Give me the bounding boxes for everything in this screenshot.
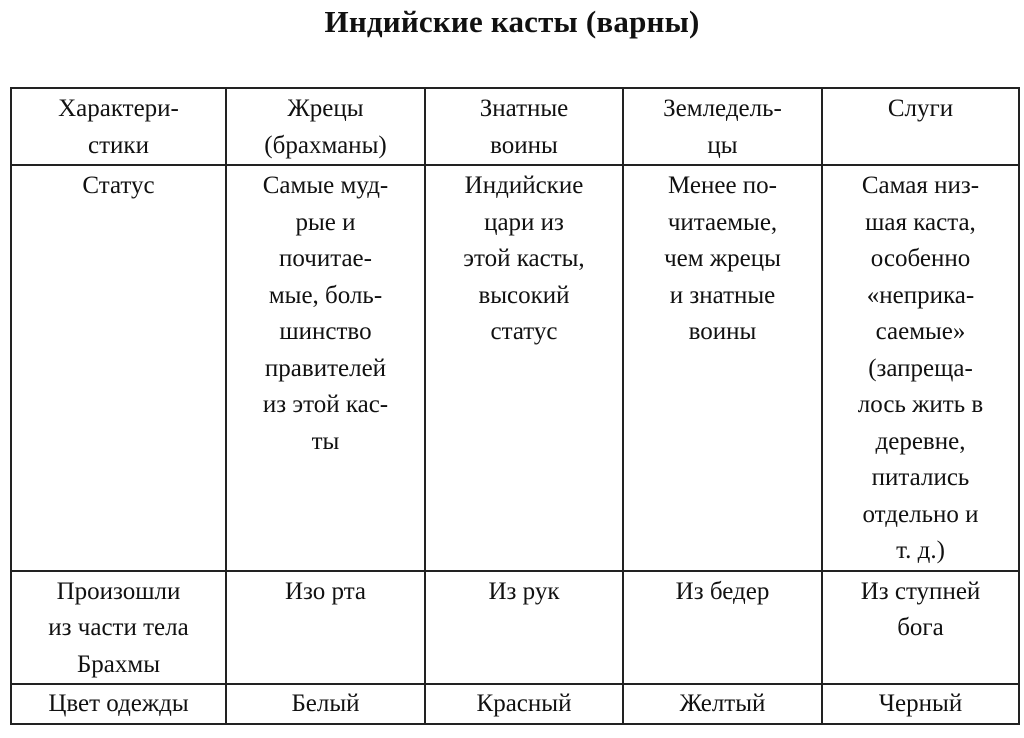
header-row <box>11 88 1019 165</box>
row-label-clothing-color: Цвет одежды <box>11 684 226 724</box>
cell-color-servants: Черный <box>822 684 1019 724</box>
table-row-status <box>11 165 1019 571</box>
header-cell-priests: Жрецы (брахманы) <box>226 88 425 165</box>
cell-status-warriors: Индийские цари из этой касты, высокий статус <box>425 165 623 571</box>
row-label-status: Статус <box>11 165 226 571</box>
castes-table <box>10 87 1020 725</box>
cell-color-farmers: Желтый <box>623 684 822 724</box>
cell-status-priests: Самые муд- рые и почитае- мые, боль- шинство правителей из этой кас- ты <box>226 165 425 571</box>
table-row-clothing-color <box>11 684 1019 724</box>
table-row-origin <box>11 571 1019 685</box>
header-cell-characteristics: Характери- стики <box>11 88 226 165</box>
cell-color-warriors: Красный <box>425 684 623 724</box>
header-cell-servants: Слуги <box>822 88 1019 165</box>
page-title: Индийские касты (варны) <box>324 4 700 39</box>
cell-origin-farmers: Из бедер <box>623 571 822 685</box>
cell-color-priests: Белый <box>226 684 425 724</box>
cell-origin-servants: Из ступней бога <box>822 571 1019 685</box>
cell-status-servants: Самая низ- шая каста, особенно «неприка- саемые» (запреща- лось жить в деревне, питались отдельно и т. д.) <box>822 165 1019 571</box>
cell-origin-priests: Изо рта <box>226 571 425 685</box>
row-label-origin: Произошли из части тела Брахмы <box>11 571 226 685</box>
cell-origin-warriors: Из рук <box>425 571 623 685</box>
header-cell-warriors: Знатные воины <box>425 88 623 165</box>
cell-status-farmers: Менее по- читаемые, чем жрецы и знатные воины <box>623 165 822 571</box>
header-cell-farmers: Земледель- цы <box>623 88 822 165</box>
